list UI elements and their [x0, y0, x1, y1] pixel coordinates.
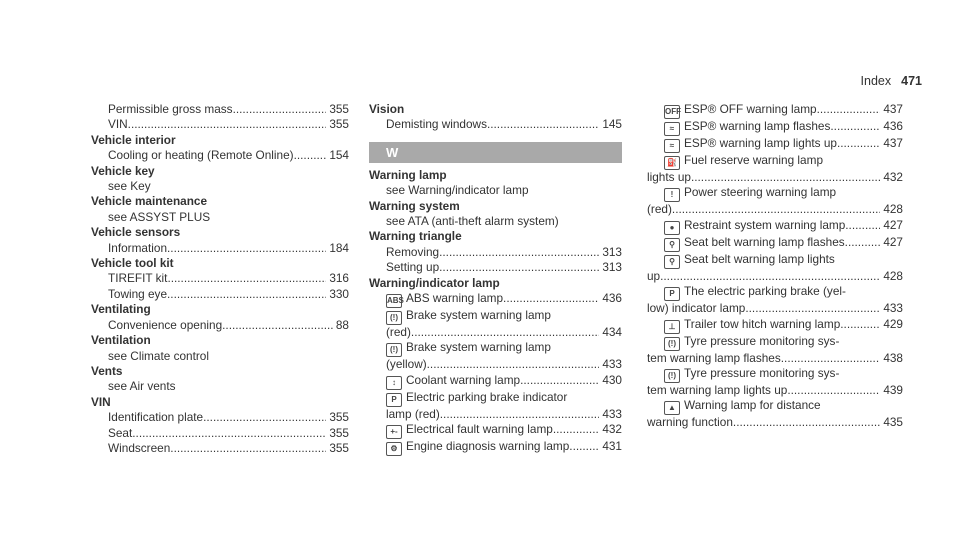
- index-heading: Vehicle sensors: [91, 225, 181, 240]
- entry-label: TIREFIT kit: [108, 271, 168, 286]
- page-reference[interactable]: 431: [602, 439, 622, 454]
- leader-dots: [845, 235, 881, 252]
- see-reference[interactable]: see Climate control: [108, 348, 209, 363]
- entry-label: Demisting windows: [386, 117, 487, 132]
- entry-label: Windscreen: [108, 440, 171, 455]
- index-entry[interactable]: P Electric parking brake indicator: [369, 390, 622, 407]
- entry-label: ⊥ Trailer tow hitch warning lamp: [664, 317, 840, 334]
- index-entry[interactable]: [369, 117, 622, 132]
- abs-icon: ABS: [386, 294, 402, 308]
- entry-label: Setting up: [386, 260, 440, 275]
- page-reference[interactable]: 355: [329, 102, 349, 116]
- page-reference[interactable]: 330: [329, 286, 349, 301]
- leader-dots: [439, 260, 599, 275]
- index-entry[interactable]: [647, 301, 903, 316]
- entry-label: Identification plate: [108, 410, 204, 425]
- leader-dots: [691, 170, 880, 185]
- entry-label: tem warning lamp flashes: [647, 350, 781, 365]
- page-reference[interactable]: 433: [602, 357, 622, 372]
- index-heading: Warning/indicator lamp: [369, 275, 500, 290]
- index-heading: Warning lamp: [369, 167, 447, 182]
- index-entry[interactable]: [91, 271, 349, 286]
- tyre-icon: (!): [664, 337, 680, 351]
- page-reference[interactable]: 433: [883, 301, 903, 316]
- index-entry[interactable]: [91, 148, 349, 163]
- entry-label: tem warning lamp lights up: [647, 383, 788, 398]
- section-title: Index: [860, 74, 892, 88]
- index-entry[interactable]: [369, 245, 622, 260]
- index-entry[interactable]: [647, 170, 903, 185]
- page-reference[interactable]: 145: [602, 117, 622, 132]
- entry-label: (yellow): [386, 357, 427, 372]
- trailer-icon: ⊥: [664, 320, 680, 334]
- page-reference[interactable]: 434: [602, 325, 622, 340]
- page-reference[interactable]: 432: [883, 170, 903, 184]
- restraint-icon: ●: [664, 221, 680, 235]
- entry-label: up: [647, 268, 661, 283]
- index-entry[interactable]: [369, 422, 622, 439]
- leader-dots: [128, 117, 327, 132]
- page-reference[interactable]: 428: [883, 202, 903, 217]
- page-reference[interactable]: 435: [883, 415, 903, 430]
- index-heading: Vents: [91, 363, 123, 378]
- index-heading: Vision: [369, 102, 405, 116]
- page-reference[interactable]: 313: [602, 260, 622, 275]
- index-entry[interactable]: [369, 439, 622, 456]
- parking-brake-icon: P: [664, 287, 680, 301]
- index-entry[interactable]: [647, 136, 903, 153]
- index-entry[interactable]: (!) Tyre pressure monitoring sys-: [647, 334, 903, 351]
- entry-label: Seat: [108, 425, 133, 440]
- page-reference[interactable]: 437: [883, 136, 903, 150]
- index-entry[interactable]: [647, 102, 903, 119]
- esp-icon: ≈: [664, 139, 680, 153]
- page-reference[interactable]: 436: [883, 119, 903, 133]
- entry-label: Permissible gross mass: [108, 102, 233, 116]
- parking-brake-icon: P: [386, 393, 402, 407]
- index-entry[interactable]: [91, 241, 349, 256]
- page-reference[interactable]: 88: [335, 317, 349, 332]
- index-entry[interactable]: (!) Brake system warning lamp: [369, 340, 622, 357]
- entry-label: Convenience opening: [108, 317, 223, 332]
- entry-label: ⚲ Seat belt warning lamp flashes: [664, 235, 845, 252]
- page-reference[interactable]: 430: [602, 372, 622, 387]
- leader-dots: [170, 441, 326, 456]
- entry-label: ≈ ESP® warning lamp lights up: [664, 136, 837, 153]
- index-entry[interactable]: ⛽ Fuel reserve warning lamp: [647, 153, 903, 170]
- leader-dots: [787, 383, 880, 398]
- leader-dots: [203, 410, 326, 425]
- index-heading: Ventilation: [91, 333, 151, 348]
- index-entry[interactable]: (!) Brake system warning lamp: [369, 308, 622, 325]
- page-reference[interactable]: 437: [883, 102, 903, 116]
- coolant-icon: ↕: [386, 376, 402, 390]
- index-entry[interactable]: [369, 291, 622, 308]
- leader-dots: [840, 317, 880, 334]
- page-reference[interactable]: 436: [602, 291, 622, 306]
- index-entry[interactable]: [91, 117, 349, 132]
- leader-dots: [439, 245, 599, 260]
- page-reference[interactable]: 438: [883, 350, 903, 365]
- leader-dots: [222, 318, 333, 333]
- index-entry[interactable]: (!) Tyre pressure monitoring sys-: [647, 366, 903, 383]
- entry-label: Towing eye: [108, 286, 168, 301]
- index-entry[interactable]: P The electric parking brake (yel-: [647, 284, 903, 301]
- entry-label: Cooling or heating (Remote Online): [108, 148, 294, 163]
- leader-dots: [487, 117, 599, 132]
- leader-dots: [440, 407, 600, 422]
- index-entry[interactable]: [647, 202, 903, 217]
- page-reference[interactable]: 355: [329, 440, 349, 455]
- index-entry[interactable]: [91, 102, 349, 117]
- tyre-icon: (!): [664, 369, 680, 383]
- brake-icon: (!): [386, 311, 402, 325]
- index-entry[interactable]: [369, 260, 622, 275]
- index-entry[interactable]: [91, 287, 349, 302]
- index-heading: Vehicle tool kit: [91, 256, 174, 271]
- index-entry[interactable]: [647, 119, 903, 136]
- page-reference[interactable]: 355: [329, 117, 349, 132]
- index-entry[interactable]: [647, 235, 903, 252]
- index-entry[interactable]: [369, 407, 622, 422]
- entry-label: Information: [108, 240, 168, 255]
- seatbelt-icon: ⚲: [664, 255, 680, 269]
- entry-label: OFF ESP® OFF warning lamp: [664, 102, 817, 119]
- leader-dots: [817, 102, 881, 119]
- leader-dots: [167, 241, 326, 256]
- leader-dots: [837, 136, 880, 153]
- entry-label: lamp (red): [386, 406, 440, 421]
- leader-dots: [294, 148, 327, 163]
- entry-label: ABS ABS warning lamp: [386, 291, 503, 308]
- seatbelt-icon: ⚲: [664, 238, 680, 252]
- entry-label: ≈ ESP® warning lamp flashes: [664, 119, 830, 136]
- entry-label: ● Restraint system warning lamp: [664, 218, 845, 235]
- leader-dots: [672, 202, 880, 217]
- index-column-3: [647, 102, 903, 431]
- entry-label: ⚙ Engine diagnosis warning lamp: [386, 439, 569, 456]
- page-reference[interactable]: 154: [329, 148, 349, 163]
- entry-label: (red): [386, 325, 411, 340]
- leader-dots: [503, 291, 599, 308]
- index-heading: Vehicle key: [91, 163, 155, 178]
- leader-dots: [733, 415, 880, 430]
- index-heading: VIN: [91, 394, 111, 409]
- battery-icon: +-: [386, 425, 402, 439]
- index-entry[interactable]: [647, 269, 903, 284]
- steering-icon: !: [664, 188, 680, 202]
- page-reference[interactable]: 355: [329, 410, 349, 425]
- distance-icon: ▲: [664, 401, 680, 415]
- page-reference[interactable]: 428: [883, 268, 903, 283]
- esp-icon: ≈: [664, 122, 680, 136]
- index-entry[interactable]: ! Power steering warning lamp: [647, 185, 903, 202]
- leader-dots: [845, 218, 880, 235]
- entry-label: VIN: [108, 117, 128, 132]
- page-reference[interactable]: 427: [883, 234, 903, 249]
- index-entry[interactable]: [647, 317, 903, 334]
- leader-dots: [427, 357, 600, 372]
- page-reference[interactable]: 429: [883, 316, 903, 331]
- index-entry[interactable]: [369, 357, 622, 372]
- page-header: [861, 74, 922, 88]
- leader-dots: [830, 119, 880, 136]
- leader-dots: [745, 301, 880, 316]
- leader-dots: [411, 325, 599, 340]
- index-column-2: [369, 102, 622, 456]
- page-reference[interactable]: 184: [329, 240, 349, 255]
- page-reference[interactable]: 355: [329, 425, 349, 440]
- page-reference[interactable]: 316: [329, 271, 349, 286]
- index-entry[interactable]: [647, 383, 903, 398]
- index-entry[interactable]: [647, 351, 903, 366]
- leader-dots: [132, 426, 326, 441]
- leader-dots: [167, 287, 326, 302]
- entry-label: low) indicator lamp: [647, 301, 746, 316]
- index-column-1: [91, 102, 349, 456]
- page-number: 471: [901, 74, 922, 88]
- index-entry[interactable]: [369, 373, 622, 390]
- index-entry[interactable]: [91, 426, 349, 441]
- leader-dots: [520, 373, 599, 390]
- index-entry[interactable]: [91, 318, 349, 333]
- index-entry[interactable]: [369, 325, 622, 340]
- leader-dots: [781, 351, 881, 366]
- index-entry[interactable]: [91, 410, 349, 425]
- page-reference[interactable]: 439: [883, 383, 903, 398]
- entry-label: ↕ Coolant warning lamp: [386, 373, 520, 390]
- leader-dots: [660, 269, 880, 284]
- see-reference[interactable]: see ASSYST PLUS: [108, 209, 211, 224]
- index-entry[interactable]: [647, 415, 903, 430]
- brake-icon: (!): [386, 343, 402, 357]
- page-reference[interactable]: 432: [602, 422, 622, 437]
- index-heading: Warning triangle: [369, 229, 462, 244]
- leader-dots: [233, 102, 327, 117]
- entry-label: warning function: [647, 415, 733, 430]
- fuel-icon: ⛽: [664, 156, 680, 170]
- index-heading: Vehicle maintenance: [91, 194, 208, 209]
- page-reference[interactable]: 427: [883, 217, 903, 232]
- index-heading: Ventilating: [91, 302, 151, 317]
- letter-heading: W: [369, 142, 622, 163]
- index-entry[interactable]: ▲ Warning lamp for distance: [647, 398, 903, 415]
- engine-icon: ⚙: [386, 442, 402, 456]
- index-heading: Warning system: [369, 198, 460, 213]
- leader-dots: [569, 439, 599, 456]
- see-reference[interactable]: see Key: [108, 179, 151, 194]
- page-reference[interactable]: 313: [602, 244, 622, 259]
- see-reference[interactable]: see Air vents: [108, 379, 176, 394]
- see-reference[interactable]: see Warning/indicator lamp: [386, 183, 529, 198]
- index-entry[interactable]: ⚲ Seat belt warning lamp lights: [647, 252, 903, 269]
- leader-dots: [553, 422, 599, 439]
- entry-label: +- Electrical fault warning lamp: [386, 422, 553, 439]
- page-reference[interactable]: 433: [602, 406, 622, 421]
- index-heading: Vehicle interior: [91, 132, 176, 147]
- entry-label: Removing: [386, 244, 440, 259]
- leader-dots: [167, 271, 326, 286]
- index-entry[interactable]: [647, 218, 903, 235]
- index-entry[interactable]: [91, 441, 349, 456]
- entry-label: (red): [647, 202, 672, 217]
- see-reference[interactable]: see ATA (anti-theft alarm system): [386, 214, 559, 229]
- entry-label: lights up: [647, 170, 691, 184]
- esp-off-icon: OFF: [664, 105, 680, 119]
